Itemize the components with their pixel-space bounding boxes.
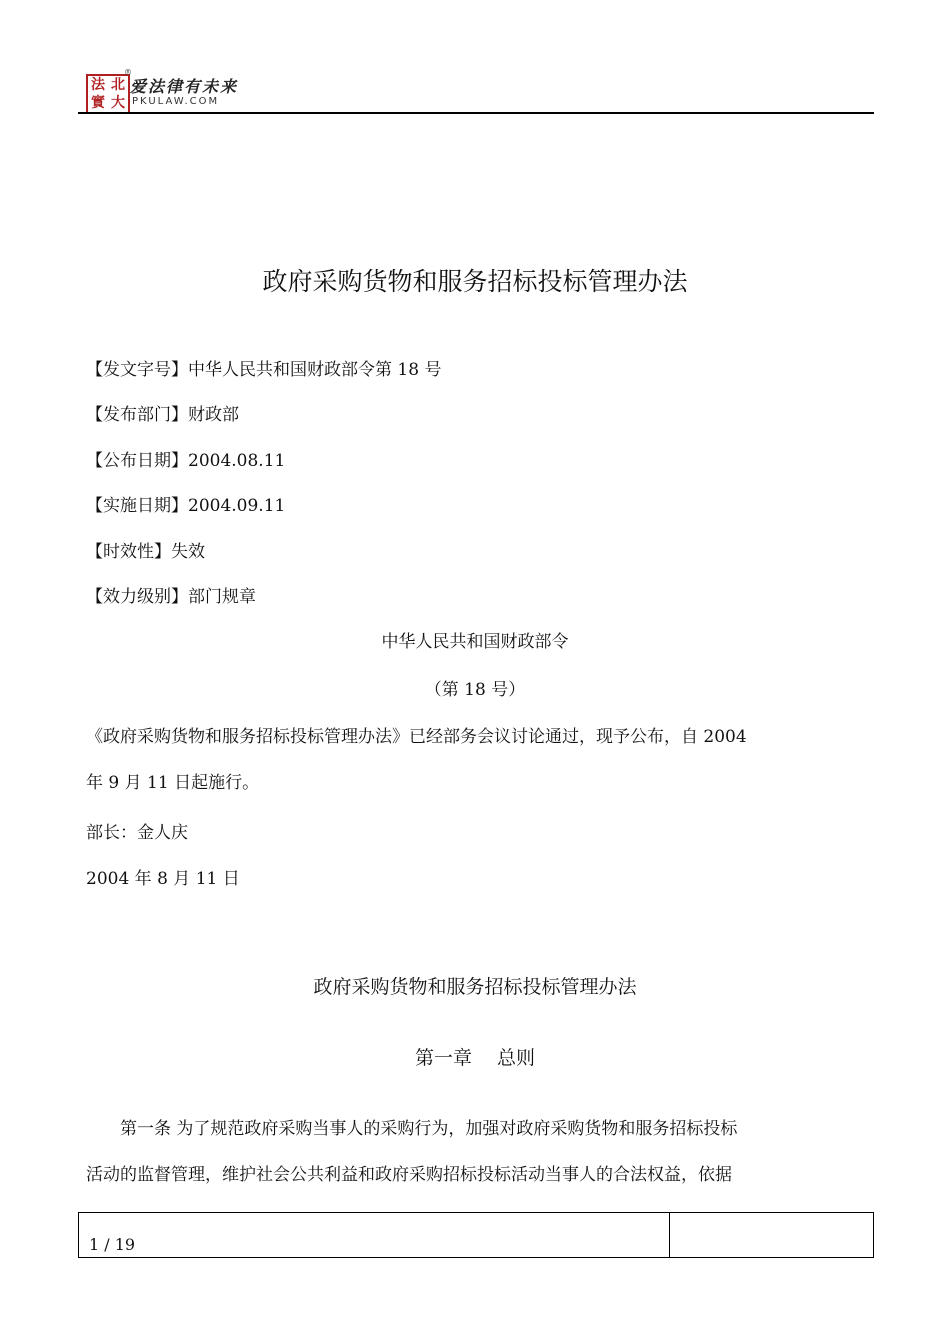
page-footer [78,1212,874,1258]
header-divider [78,112,874,114]
meta-level: 【效力级别】部门规章 [86,587,256,607]
logo-char: 大 [111,95,125,111]
sign-date: 2004 年 8 月 11 日 [86,869,240,889]
logo-url: PKULAW.COM [132,96,220,107]
document-title: 政府采购货物和服务招标投标管理办法 [262,267,688,296]
minister-line: 部长：金人庆 [86,823,188,843]
footer-divider [669,1213,670,1257]
logo-char: 法 [91,77,105,93]
logo-tagline: 爱法律有未来 [130,77,239,96]
announcement-line: 《政府采购货物和服务招标投标管理办法》已经部务会议讨论通过，现予公布，自 2004 [86,727,747,747]
section-title: 政府采购货物和服务招标投标管理办法 [313,976,637,998]
meta-issuer: 【发布部门】财政部 [86,405,239,425]
pkulaw-logo [86,74,130,114]
article-line: 活动的监督管理，维护社会公共利益和政府采购招标投标活动当事人的合法权益，依据 [86,1165,732,1185]
meta-publish-date: 【公布日期】2004.08.11 [86,451,286,471]
announcement-line: 年 9 月 11 日起施行。 [86,773,260,793]
page-number: 1 / 19 [89,1235,136,1254]
chapter-heading: 第一章 总则 [414,1047,536,1069]
meta-effective-date: 【实施日期】2004.09.11 [86,496,286,516]
meta-validity: 【时效性】失效 [86,542,205,562]
page-header [78,68,874,116]
logo-char: 北 [111,77,125,93]
order-number: （第 18 号） [424,680,526,700]
meta-doc-number: 【发文字号】中华人民共和国财政部令第 18 号 [86,360,442,380]
registered-mark: ® [124,68,132,77]
order-title: 中华人民共和国财政部令 [381,632,569,652]
article-line: 第一条 为了规范政府采购当事人的采购行为，加强对政府采购货物和服务招标投标 [86,1119,738,1139]
logo-char: 實 [91,95,105,111]
